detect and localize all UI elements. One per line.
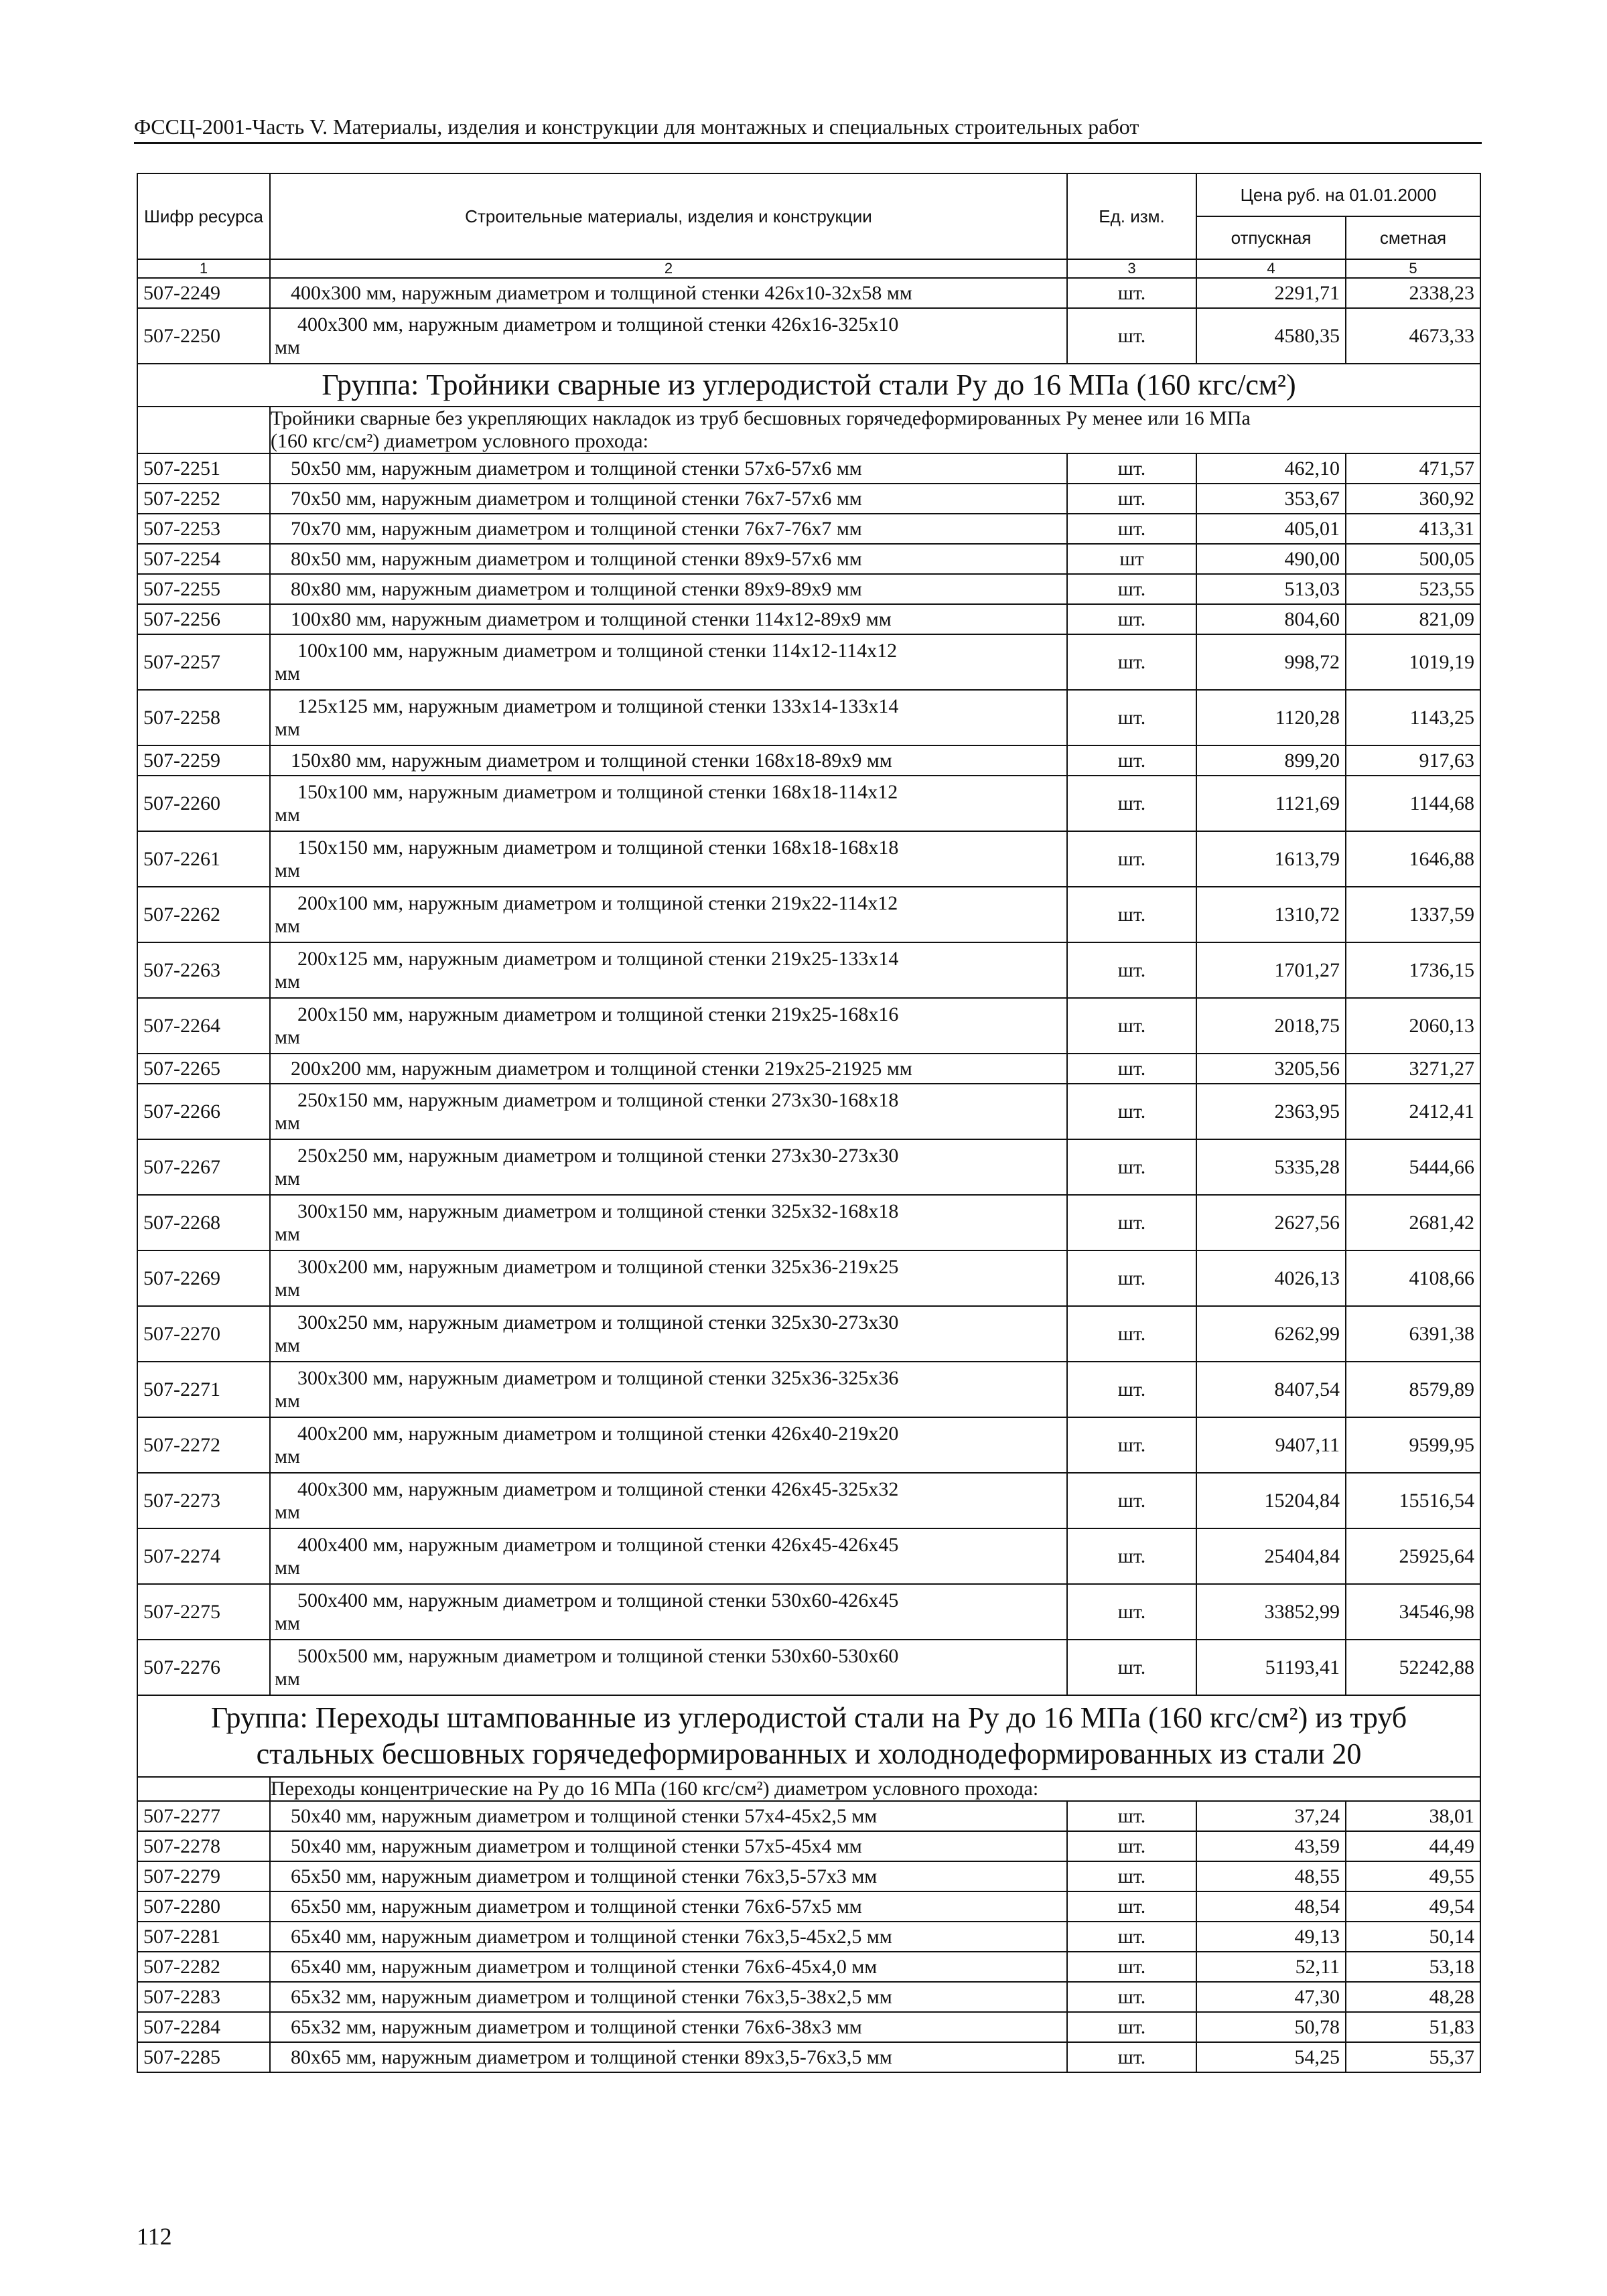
estimate-price: 523,55 <box>1346 574 1480 604</box>
item-description: 100x80 мм, наружным диаметром и толщиной стенки 114x12-89x9 мм <box>270 604 1067 634</box>
resource-code: 507-2274 <box>137 1528 270 1584</box>
unit-of-measure: шт. <box>1067 1473 1196 1528</box>
unit-of-measure: шт. <box>1067 1306 1196 1362</box>
unit-of-measure: шт <box>1067 544 1196 574</box>
item-description: 80x65 мм, наружным диаметром и толщиной стенки 89x3,5-76x3,5 мм <box>270 2042 1067 2072</box>
header-name: Строительные материалы, изделия и конструкции <box>270 173 1067 259</box>
unit-of-measure: шт. <box>1067 2042 1196 2072</box>
release-price: 48,55 <box>1196 1861 1346 1891</box>
item-description <box>270 998 1067 1054</box>
description-unit-line: мм <box>275 1334 300 1356</box>
item-description: 150x80 мм, наружным диаметром и толщиной стенки 168x18-89x9 мм <box>270 745 1067 776</box>
table-row <box>137 1084 1480 1139</box>
resource-code: 507-2271 <box>137 1362 270 1417</box>
estimate-price: 1019,19 <box>1346 634 1480 690</box>
header-unit: Ед. изм. <box>1067 173 1196 259</box>
estimate-price: 1337,59 <box>1346 887 1480 942</box>
item-description <box>270 1584 1067 1640</box>
release-price: 1310,72 <box>1196 887 1346 942</box>
release-price: 513,03 <box>1196 574 1346 604</box>
resource-code: 507-2262 <box>137 887 270 942</box>
description-unit-line: мм <box>275 1611 300 1634</box>
estimate-price: 44,49 <box>1346 1831 1480 1861</box>
header-code: Шифр ресурса <box>137 173 270 259</box>
release-price: 33852,99 <box>1196 1584 1346 1640</box>
release-price: 998,72 <box>1196 634 1346 690</box>
item-description: 65x32 мм, наружным диаметром и толщиной стенки 76x3,5-38x2,5 мм <box>270 1982 1067 2012</box>
unit-of-measure: шт. <box>1067 1952 1196 1982</box>
unit-of-measure: шт. <box>1067 308 1196 364</box>
resource-code: 507-2278 <box>137 1831 270 1861</box>
estimate-price: 4673,33 <box>1346 308 1480 364</box>
table-row <box>137 1306 1480 1362</box>
estimate-price: 2681,42 <box>1346 1195 1480 1250</box>
description-line: 300x150 мм, наружным диаметром и толщиной стенки 325x32-168x18 <box>297 1200 899 1222</box>
release-price: 899,20 <box>1196 745 1346 776</box>
description-unit-line: мм <box>275 336 300 358</box>
resource-code: 507-2252 <box>137 484 270 514</box>
table-row <box>137 2042 1480 2072</box>
item-description <box>270 776 1067 831</box>
column-number: 4 <box>1196 259 1346 278</box>
estimate-price: 49,54 <box>1346 1891 1480 1922</box>
intro-blank-cell <box>137 1777 270 1801</box>
unit-of-measure: шт. <box>1067 514 1196 544</box>
group-title: Группа: Тройники сварные из углеродистой стали Ру до 16 МПа (160 кгс/см²) <box>137 364 1480 407</box>
table-row <box>137 574 1480 604</box>
description-unit-line: мм <box>275 970 300 993</box>
release-price: 2627,56 <box>1196 1195 1346 1250</box>
description-unit-line: мм <box>275 914 300 937</box>
description-line: 100x100 мм, наружным диаметром и толщиной стенки 114x12-114x12 <box>297 639 898 662</box>
resource-code: 507-2279 <box>137 1861 270 1891</box>
description-unit-line: мм <box>275 1667 300 1690</box>
resource-code: 507-2258 <box>137 690 270 745</box>
resource-code: 507-2265 <box>137 1054 270 1084</box>
item-description: 80x80 мм, наружным диаметром и толщиной стенки 89x9-89x9 мм <box>270 574 1067 604</box>
table-row <box>137 544 1480 574</box>
release-price: 43,59 <box>1196 1831 1346 1861</box>
estimate-price: 53,18 <box>1346 1952 1480 1982</box>
column-number: 5 <box>1346 259 1480 278</box>
table-row <box>137 887 1480 942</box>
table-row <box>137 278 1480 308</box>
table-row <box>137 514 1480 544</box>
resource-code: 507-2272 <box>137 1417 270 1473</box>
description-line: 150x150 мм, наружным диаметром и толщиной стенки 168x18-168x18 <box>297 836 899 859</box>
unit-of-measure: шт. <box>1067 604 1196 634</box>
resource-code: 507-2256 <box>137 604 270 634</box>
release-price: 51193,41 <box>1196 1640 1346 1695</box>
item-description: 200x200 мм, наружным диаметром и толщиной стенки 219x25-21925 мм <box>270 1054 1067 1084</box>
group-header-row <box>137 364 1480 407</box>
group-intro-line: Тройники сварные без укрепляющих накладок из труб бесшовных горячедеформированных Ру менее или 16 МПа <box>271 407 1251 429</box>
resource-code: 507-2273 <box>137 1473 270 1528</box>
description-unit-line: мм <box>275 1025 300 1048</box>
estimate-price: 34546,98 <box>1346 1584 1480 1640</box>
running-header: ФССЦ-2001-Часть V. Материалы, изделия и конструкции для монтажных и специальных строительных работ <box>134 114 1482 144</box>
unit-of-measure: шт. <box>1067 776 1196 831</box>
unit-of-measure: шт. <box>1067 1982 1196 2012</box>
item-description <box>270 1084 1067 1139</box>
release-price: 49,13 <box>1196 1922 1346 1952</box>
unit-of-measure: шт. <box>1067 1362 1196 1417</box>
resource-code: 507-2250 <box>137 308 270 364</box>
release-price: 5335,28 <box>1196 1139 1346 1195</box>
item-description: 50x40 мм, наружным диаметром и толщиной стенки 57x5-45x4 мм <box>270 1831 1067 1861</box>
description-unit-line: мм <box>275 803 300 826</box>
column-number: 2 <box>270 259 1067 278</box>
group-intro <box>270 407 1480 453</box>
unit-of-measure: шт. <box>1067 887 1196 942</box>
group-intro-row <box>137 407 1480 453</box>
item-description: 50x50 мм, наружным диаметром и толщиной стенки 57x6-57x6 мм <box>270 453 1067 484</box>
unit-of-measure: шт. <box>1067 690 1196 745</box>
resource-code: 507-2269 <box>137 1250 270 1306</box>
item-description: 70x50 мм, наружным диаметром и толщиной стенки 76x7-57x6 мм <box>270 484 1067 514</box>
release-price: 804,60 <box>1196 604 1346 634</box>
release-price: 462,10 <box>1196 453 1346 484</box>
description-line: 500x500 мм, наружным диаметром и толщиной стенки 530x60-530x60 <box>297 1644 899 1667</box>
header-estimate: сметная <box>1346 216 1480 259</box>
unit-of-measure: шт. <box>1067 1084 1196 1139</box>
unit-of-measure: шт. <box>1067 1139 1196 1195</box>
estimate-price: 2412,41 <box>1346 1084 1480 1139</box>
item-description: 65x50 мм, наружным диаметром и толщиной стенки 76x3,5-57x3 мм <box>270 1861 1067 1891</box>
unit-of-measure: шт. <box>1067 1891 1196 1922</box>
release-price: 1701,27 <box>1196 942 1346 998</box>
estimate-price: 471,57 <box>1346 453 1480 484</box>
item-description <box>270 1195 1067 1250</box>
resource-code: 507-2251 <box>137 453 270 484</box>
description-unit-line: мм <box>275 1500 300 1523</box>
description-line: 500x400 мм, наружным диаметром и толщиной стенки 530x60-426x45 <box>297 1589 899 1611</box>
release-price: 405,01 <box>1196 514 1346 544</box>
item-description: 80x50 мм, наружным диаметром и толщиной стенки 89x9-57x6 мм <box>270 544 1067 574</box>
unit-of-measure: шт. <box>1067 1831 1196 1861</box>
release-price: 4026,13 <box>1196 1250 1346 1306</box>
description-unit-line: мм <box>275 1278 300 1301</box>
table-row <box>137 1054 1480 1084</box>
resource-code: 507-2266 <box>137 1084 270 1139</box>
resource-code: 507-2263 <box>137 942 270 998</box>
resource-code: 507-2280 <box>137 1891 270 1922</box>
header-price: Цена руб. на 01.01.2000 <box>1196 173 1480 216</box>
description-line: 200x125 мм, наружным диаметром и толщиной стенки 219x25-133x14 <box>297 947 899 970</box>
unit-of-measure: шт. <box>1067 574 1196 604</box>
table-row <box>137 1891 1480 1922</box>
description-unit-line: мм <box>275 1167 300 1190</box>
table-row <box>137 1362 1480 1417</box>
resource-code: 507-2255 <box>137 574 270 604</box>
table-row <box>137 453 1480 484</box>
release-price: 54,25 <box>1196 2042 1346 2072</box>
table-row <box>137 745 1480 776</box>
table-row <box>137 308 1480 364</box>
table-row <box>137 1801 1480 1831</box>
release-price: 15204,84 <box>1196 1473 1346 1528</box>
table-row <box>137 1640 1480 1695</box>
release-price: 1121,69 <box>1196 776 1346 831</box>
resource-code: 507-2249 <box>137 278 270 308</box>
description-line: 250x150 мм, наружным диаметром и толщиной стенки 273x30-168x18 <box>297 1088 899 1111</box>
unit-of-measure: шт. <box>1067 831 1196 887</box>
release-price: 6262,99 <box>1196 1306 1346 1362</box>
estimate-price: 1736,15 <box>1346 942 1480 998</box>
estimate-price: 1646,88 <box>1346 831 1480 887</box>
estimate-price: 2338,23 <box>1346 278 1480 308</box>
description-unit-line: мм <box>275 1445 300 1467</box>
estimate-price: 9599,95 <box>1346 1417 1480 1473</box>
item-description: 70x70 мм, наружным диаметром и толщиной стенки 76x7-76x7 мм <box>270 514 1067 544</box>
estimate-price: 5444,66 <box>1346 1139 1480 1195</box>
column-number: 3 <box>1067 259 1196 278</box>
description-unit-line: мм <box>275 1111 300 1134</box>
estimate-price: 821,09 <box>1346 604 1480 634</box>
description-line: 300x250 мм, наружным диаметром и толщиной стенки 325x30-273x30 <box>297 1311 899 1334</box>
description-line: 150x100 мм, наружным диаметром и толщиной стенки 168x18-114x12 <box>297 780 898 803</box>
description-line: 300x300 мм, наружным диаметром и толщиной стенки 325x36-325x36 <box>297 1366 899 1389</box>
column-number: 1 <box>137 259 270 278</box>
description-unit-line: мм <box>275 662 300 685</box>
description-line: 125x125 мм, наружным диаметром и толщиной стенки 133x14-133x14 <box>297 695 899 717</box>
release-price: 2291,71 <box>1196 278 1346 308</box>
item-description: 65x32 мм, наружным диаметром и толщиной стенки 76x6-38x3 мм <box>270 2012 1067 2042</box>
resource-code: 507-2277 <box>137 1801 270 1831</box>
estimate-price: 49,55 <box>1346 1861 1480 1891</box>
release-price: 37,24 <box>1196 1801 1346 1831</box>
description-unit-line: мм <box>275 717 300 740</box>
description-unit-line: мм <box>275 859 300 881</box>
description-line: 400x300 мм, наружным диаметром и толщиной стенки 426x16-325x10 <box>297 313 899 336</box>
unit-of-measure: шт. <box>1067 1195 1196 1250</box>
table-row <box>137 1861 1480 1891</box>
column-numbers-row <box>137 259 1480 278</box>
table-row <box>137 1584 1480 1640</box>
group-intro-row <box>137 1777 1480 1801</box>
unit-of-measure: шт. <box>1067 998 1196 1054</box>
release-price: 1613,79 <box>1196 831 1346 887</box>
unit-of-measure: шт. <box>1067 1417 1196 1473</box>
table-row <box>137 1528 1480 1584</box>
item-description <box>270 634 1067 690</box>
release-price: 4580,35 <box>1196 308 1346 364</box>
table-row <box>137 942 1480 998</box>
estimate-price: 4108,66 <box>1346 1250 1480 1306</box>
resource-code: 507-2264 <box>137 998 270 1054</box>
release-price: 3205,56 <box>1196 1054 1346 1084</box>
resource-code: 507-2268 <box>137 1195 270 1250</box>
resource-code: 507-2285 <box>137 2042 270 2072</box>
table-row <box>137 1952 1480 1982</box>
release-price: 9407,11 <box>1196 1417 1346 1473</box>
estimate-price: 38,01 <box>1346 1801 1480 1831</box>
group-header-row <box>137 1695 1480 1777</box>
group-title <box>137 1695 1480 1777</box>
resource-code: 507-2254 <box>137 544 270 574</box>
release-price: 353,67 <box>1196 484 1346 514</box>
table-row <box>137 634 1480 690</box>
item-description <box>270 1306 1067 1362</box>
release-price: 48,54 <box>1196 1891 1346 1922</box>
resource-code: 507-2282 <box>137 1952 270 1982</box>
estimate-price: 1144,68 <box>1346 776 1480 831</box>
release-price: 2018,75 <box>1196 998 1346 1054</box>
item-description <box>270 1139 1067 1195</box>
release-price: 50,78 <box>1196 2012 1346 2042</box>
unit-of-measure: шт. <box>1067 484 1196 514</box>
unit-of-measure: шт. <box>1067 278 1196 308</box>
unit-of-measure: шт. <box>1067 453 1196 484</box>
release-price: 8407,54 <box>1196 1362 1346 1417</box>
unit-of-measure: шт. <box>1067 942 1196 998</box>
resource-code: 507-2270 <box>137 1306 270 1362</box>
resource-code: 507-2257 <box>137 634 270 690</box>
item-description <box>270 1640 1067 1695</box>
description-line: 250x250 мм, наружным диаметром и толщиной стенки 273x30-273x30 <box>297 1144 899 1167</box>
unit-of-measure: шт. <box>1067 1528 1196 1584</box>
unit-of-measure: шт. <box>1067 1640 1196 1695</box>
unit-of-measure: шт. <box>1067 1801 1196 1831</box>
table-row <box>137 831 1480 887</box>
item-description: 50x40 мм, наружным диаметром и толщиной стенки 57x4-45x2,5 мм <box>270 1801 1067 1831</box>
table-row <box>137 998 1480 1054</box>
unit-of-measure: шт. <box>1067 1922 1196 1952</box>
estimate-price: 8579,89 <box>1346 1362 1480 1417</box>
estimate-price: 917,63 <box>1346 745 1480 776</box>
release-price: 1120,28 <box>1196 690 1346 745</box>
resource-code: 507-2281 <box>137 1922 270 1952</box>
table-row <box>137 1139 1480 1195</box>
estimate-price: 360,92 <box>1346 484 1480 514</box>
release-price: 2363,95 <box>1196 1084 1346 1139</box>
release-price: 52,11 <box>1196 1952 1346 1982</box>
unit-of-measure: шт. <box>1067 2012 1196 2042</box>
item-description: 65x40 мм, наружным диаметром и толщиной стенки 76x3,5-45x2,5 мм <box>270 1922 1067 1952</box>
item-description <box>270 831 1067 887</box>
estimate-price: 51,83 <box>1346 2012 1480 2042</box>
resource-code: 507-2260 <box>137 776 270 831</box>
description-line: 400x400 мм, наружным диаметром и толщиной стенки 426x45-426x45 <box>297 1533 899 1556</box>
description-line: 400x300 мм, наружным диаметром и толщиной стенки 426x45-325x32 <box>297 1478 899 1500</box>
table-row <box>137 604 1480 634</box>
table-row <box>137 1250 1480 1306</box>
table-row <box>137 484 1480 514</box>
item-description: 65x50 мм, наружным диаметром и толщиной стенки 76x6-57x5 мм <box>270 1891 1067 1922</box>
estimate-price: 500,05 <box>1346 544 1480 574</box>
item-description <box>270 1250 1067 1306</box>
resource-code: 507-2259 <box>137 745 270 776</box>
table-row <box>137 2012 1480 2042</box>
release-price: 47,30 <box>1196 1982 1346 2012</box>
group-intro: Переходы концентрические на Ру до 16 МПа (160 кгс/см²) диаметром условного прохода: <box>270 1777 1480 1801</box>
unit-of-measure: шт. <box>1067 1054 1196 1084</box>
table-row <box>137 1417 1480 1473</box>
description-line: 300x200 мм, наружным диаметром и толщиной стенки 325x36-219x25 <box>297 1255 899 1278</box>
resource-code: 507-2267 <box>137 1139 270 1195</box>
estimate-price: 50,14 <box>1346 1922 1480 1952</box>
release-price: 490,00 <box>1196 544 1346 574</box>
resource-code: 507-2283 <box>137 1982 270 2012</box>
estimate-price: 55,37 <box>1346 2042 1480 2072</box>
item-description <box>270 942 1067 998</box>
table-row <box>137 1831 1480 1861</box>
item-description: 65x40 мм, наружным диаметром и толщиной стенки 76x6-45x4,0 мм <box>270 1952 1067 1982</box>
estimate-price: 25925,64 <box>1346 1528 1480 1584</box>
group-title-line: стальных бесшовных горячедеформированных и холоднодеформированных из стали 20 <box>256 1737 1362 1770</box>
unit-of-measure: шт. <box>1067 634 1196 690</box>
resource-code: 507-2276 <box>137 1640 270 1695</box>
description-line: 200x150 мм, наружным диаметром и толщиной стенки 219x25-168x16 <box>297 1003 899 1025</box>
table-row <box>137 776 1480 831</box>
table-row <box>137 1473 1480 1528</box>
estimate-price: 52242,88 <box>1346 1640 1480 1695</box>
release-price: 25404,84 <box>1196 1528 1346 1584</box>
group-intro-line: (160 кгс/см²) диаметром условного прохода: <box>271 430 648 452</box>
page-number: 112 <box>137 2223 172 2250</box>
resource-code: 507-2284 <box>137 2012 270 2042</box>
description-unit-line: мм <box>275 1222 300 1245</box>
resource-code: 507-2275 <box>137 1584 270 1640</box>
table-row <box>137 1195 1480 1250</box>
item-description <box>270 1528 1067 1584</box>
estimate-price: 413,31 <box>1346 514 1480 544</box>
table-row <box>137 690 1480 745</box>
estimate-price: 1143,25 <box>1346 690 1480 745</box>
estimate-price: 3271,27 <box>1346 1054 1480 1084</box>
resource-code: 507-2253 <box>137 514 270 544</box>
estimate-price: 15516,54 <box>1346 1473 1480 1528</box>
estimate-price: 6391,38 <box>1346 1306 1480 1362</box>
description-unit-line: мм <box>275 1556 300 1579</box>
item-description <box>270 887 1067 942</box>
unit-of-measure: шт. <box>1067 1250 1196 1306</box>
description-line: 200x100 мм, наружным диаметром и толщиной стенки 219x22-114x12 <box>297 891 898 914</box>
unit-of-measure: шт. <box>1067 1861 1196 1891</box>
item-description <box>270 1362 1067 1417</box>
group-title-line: Группа: Переходы штампованные из углеродистой стали на Ру до 16 МПа (160 кгс/см²) из труб <box>210 1701 1407 1734</box>
intro-blank-cell <box>137 407 270 453</box>
price-table <box>137 173 1481 2073</box>
header-release: отпускная <box>1196 216 1346 259</box>
table-row <box>137 1982 1480 2012</box>
description-line: 400x200 мм, наружным диаметром и толщиной стенки 426x40-219x20 <box>297 1422 899 1445</box>
description-unit-line: мм <box>275 1389 300 1412</box>
item-description <box>270 690 1067 745</box>
unit-of-measure: шт. <box>1067 745 1196 776</box>
item-description <box>270 1417 1067 1473</box>
estimate-price: 2060,13 <box>1346 998 1480 1054</box>
item-description: 400x300 мм, наружным диаметром и толщиной стенки 426x10-32x58 мм <box>270 278 1067 308</box>
unit-of-measure: шт. <box>1067 1584 1196 1640</box>
item-description <box>270 1473 1067 1528</box>
table-row <box>137 1922 1480 1952</box>
item-description <box>270 308 1067 364</box>
resource-code: 507-2261 <box>137 831 270 887</box>
estimate-price: 48,28 <box>1346 1982 1480 2012</box>
